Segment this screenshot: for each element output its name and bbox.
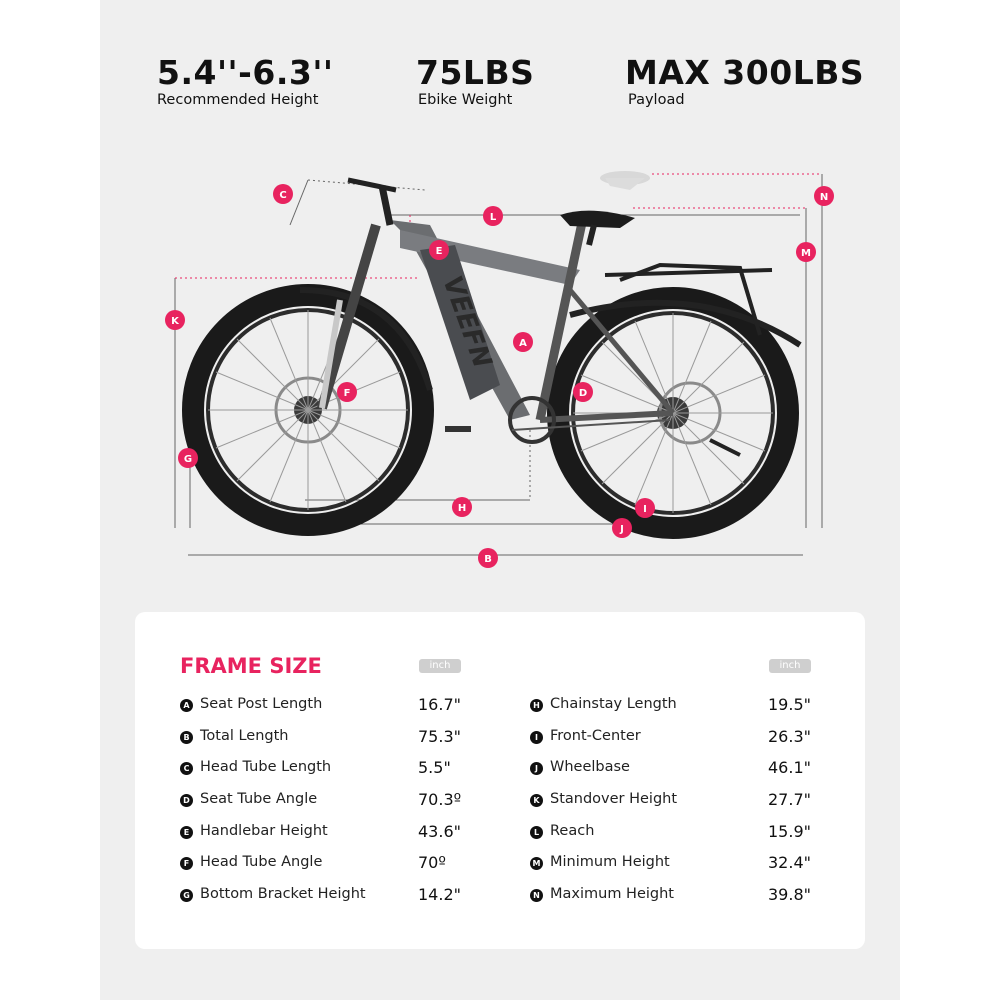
spec-value: 27.7": [768, 790, 811, 810]
svg-text:E: E: [435, 246, 443, 257]
spec-value: 5.5": [418, 758, 451, 778]
spec-key: M: [530, 857, 543, 870]
spec-row: [530, 728, 850, 760]
spec-row: [180, 791, 500, 823]
spec-value: 75.3": [418, 726, 461, 746]
spec-key: L: [530, 826, 543, 839]
spec-value: 70.3º: [418, 790, 462, 810]
spec-key: H: [530, 699, 543, 712]
spec-label: Minimum Height: [550, 854, 670, 871]
frame-size-card: [135, 612, 865, 949]
marker-F: [337, 382, 357, 402]
frame-size-title: FRAME SIZE: [180, 654, 322, 678]
spec-label: Handlebar Height: [200, 822, 328, 839]
spec-value: 19.5": [768, 695, 811, 714]
spec-label: Front-Center: [550, 727, 641, 744]
stat-value: 75LBS: [416, 53, 535, 92]
svg-text:D: D: [578, 388, 588, 399]
marker-N: [814, 186, 834, 206]
stat-value: 5.4''-6.3'': [157, 53, 334, 92]
svg-text:A: A: [519, 338, 527, 349]
spec-value: 14.2": [418, 885, 461, 905]
spec-value: 46.1": [768, 758, 811, 778]
spec-key: I: [530, 731, 543, 744]
spec-row: [180, 823, 500, 855]
spec-value: 70º: [418, 853, 446, 873]
spec-row: [180, 886, 500, 918]
unit-badge-right: inch: [769, 659, 811, 673]
svg-text:K: K: [171, 316, 179, 327]
svg-text:B: B: [484, 554, 492, 565]
marker-E: [429, 240, 449, 260]
spec-row: [530, 791, 850, 823]
stat-recommended-height: [157, 54, 334, 108]
spec-row: [530, 696, 850, 728]
stat-ebike-weight: [416, 54, 534, 108]
spec-label: Head Tube Length: [200, 759, 332, 776]
spec-label: Maximum Height: [550, 886, 674, 903]
spec-key: D: [180, 794, 193, 807]
saddle: [560, 211, 635, 245]
spec-label: Seat Tube Angle: [200, 791, 318, 808]
svg-text:M: M: [801, 248, 811, 259]
unit-badge-left: inch: [419, 659, 461, 673]
spec-label: Reach: [550, 822, 595, 839]
marker-C: [273, 184, 293, 204]
svg-text:G: G: [183, 454, 193, 465]
spec-label: Bottom Bracket Height: [200, 886, 366, 903]
spec-key: N: [530, 889, 543, 902]
spec-row: [180, 728, 500, 760]
svg-text:F: F: [343, 388, 351, 399]
spec-row: [180, 696, 500, 728]
spec-column-left: [180, 696, 500, 918]
stat-value: MAX 300LBS: [625, 53, 865, 92]
spec-label: Standover Height: [550, 791, 678, 808]
spec-label: Head Tube Angle: [200, 854, 323, 871]
marker-H: [452, 497, 472, 517]
svg-text:L: L: [489, 212, 497, 223]
spec-row: [530, 854, 850, 886]
stat-payload: [625, 54, 864, 108]
marker-G: [178, 448, 198, 468]
svg-text:C: C: [279, 190, 287, 201]
marker-L: [483, 206, 503, 226]
ghost-saddle: [600, 171, 650, 190]
bike-geometry-diagram: [100, 130, 900, 580]
spec-key: C: [180, 762, 193, 775]
spec-row: [180, 854, 500, 886]
cockpit: [348, 180, 396, 225]
marker-I: [635, 498, 655, 518]
front-wheel: [193, 295, 423, 525]
brand-logo: VEEFN: [436, 272, 498, 372]
marker-B: [478, 548, 498, 568]
spec-key: E: [180, 826, 193, 839]
spec-row: [180, 759, 500, 791]
stat-label: Ebike Weight: [418, 92, 513, 108]
stat-label: Payload: [628, 92, 685, 108]
spec-key: K: [530, 794, 543, 807]
spec-label: Seat Post Length: [200, 696, 323, 712]
marker-D: [573, 382, 593, 402]
spec-key: J: [530, 762, 543, 775]
marker-J: [612, 518, 632, 538]
spec-row: [530, 759, 850, 791]
spec-value: 39.8": [768, 885, 811, 905]
spec-label: Wheelbase: [550, 759, 630, 776]
spec-value: 43.6": [418, 821, 461, 841]
svg-text:N: N: [819, 192, 829, 203]
svg-text:J: J: [620, 524, 624, 535]
spec-row: [530, 886, 850, 918]
spec-label: Chainstay Length: [550, 696, 677, 712]
spec-key: F: [180, 857, 193, 870]
marker-A: [513, 332, 533, 352]
spec-value: 15.9": [768, 821, 811, 841]
spec-row: [530, 823, 850, 855]
spec-label: Total Length: [200, 727, 289, 744]
spec-value: 26.3": [768, 726, 811, 746]
marker-M: [796, 242, 816, 262]
spec-key: G: [180, 889, 193, 902]
spec-value: 16.7": [418, 695, 461, 714]
svg-text:H: H: [457, 503, 467, 514]
stat-label: Recommended Height: [157, 92, 319, 108]
spec-value: 32.4": [768, 853, 811, 873]
spec-key: B: [180, 731, 193, 744]
spec-column-right: [530, 696, 850, 918]
svg-text:I: I: [643, 504, 647, 515]
spec-key: A: [180, 699, 193, 712]
marker-K: [165, 310, 185, 330]
